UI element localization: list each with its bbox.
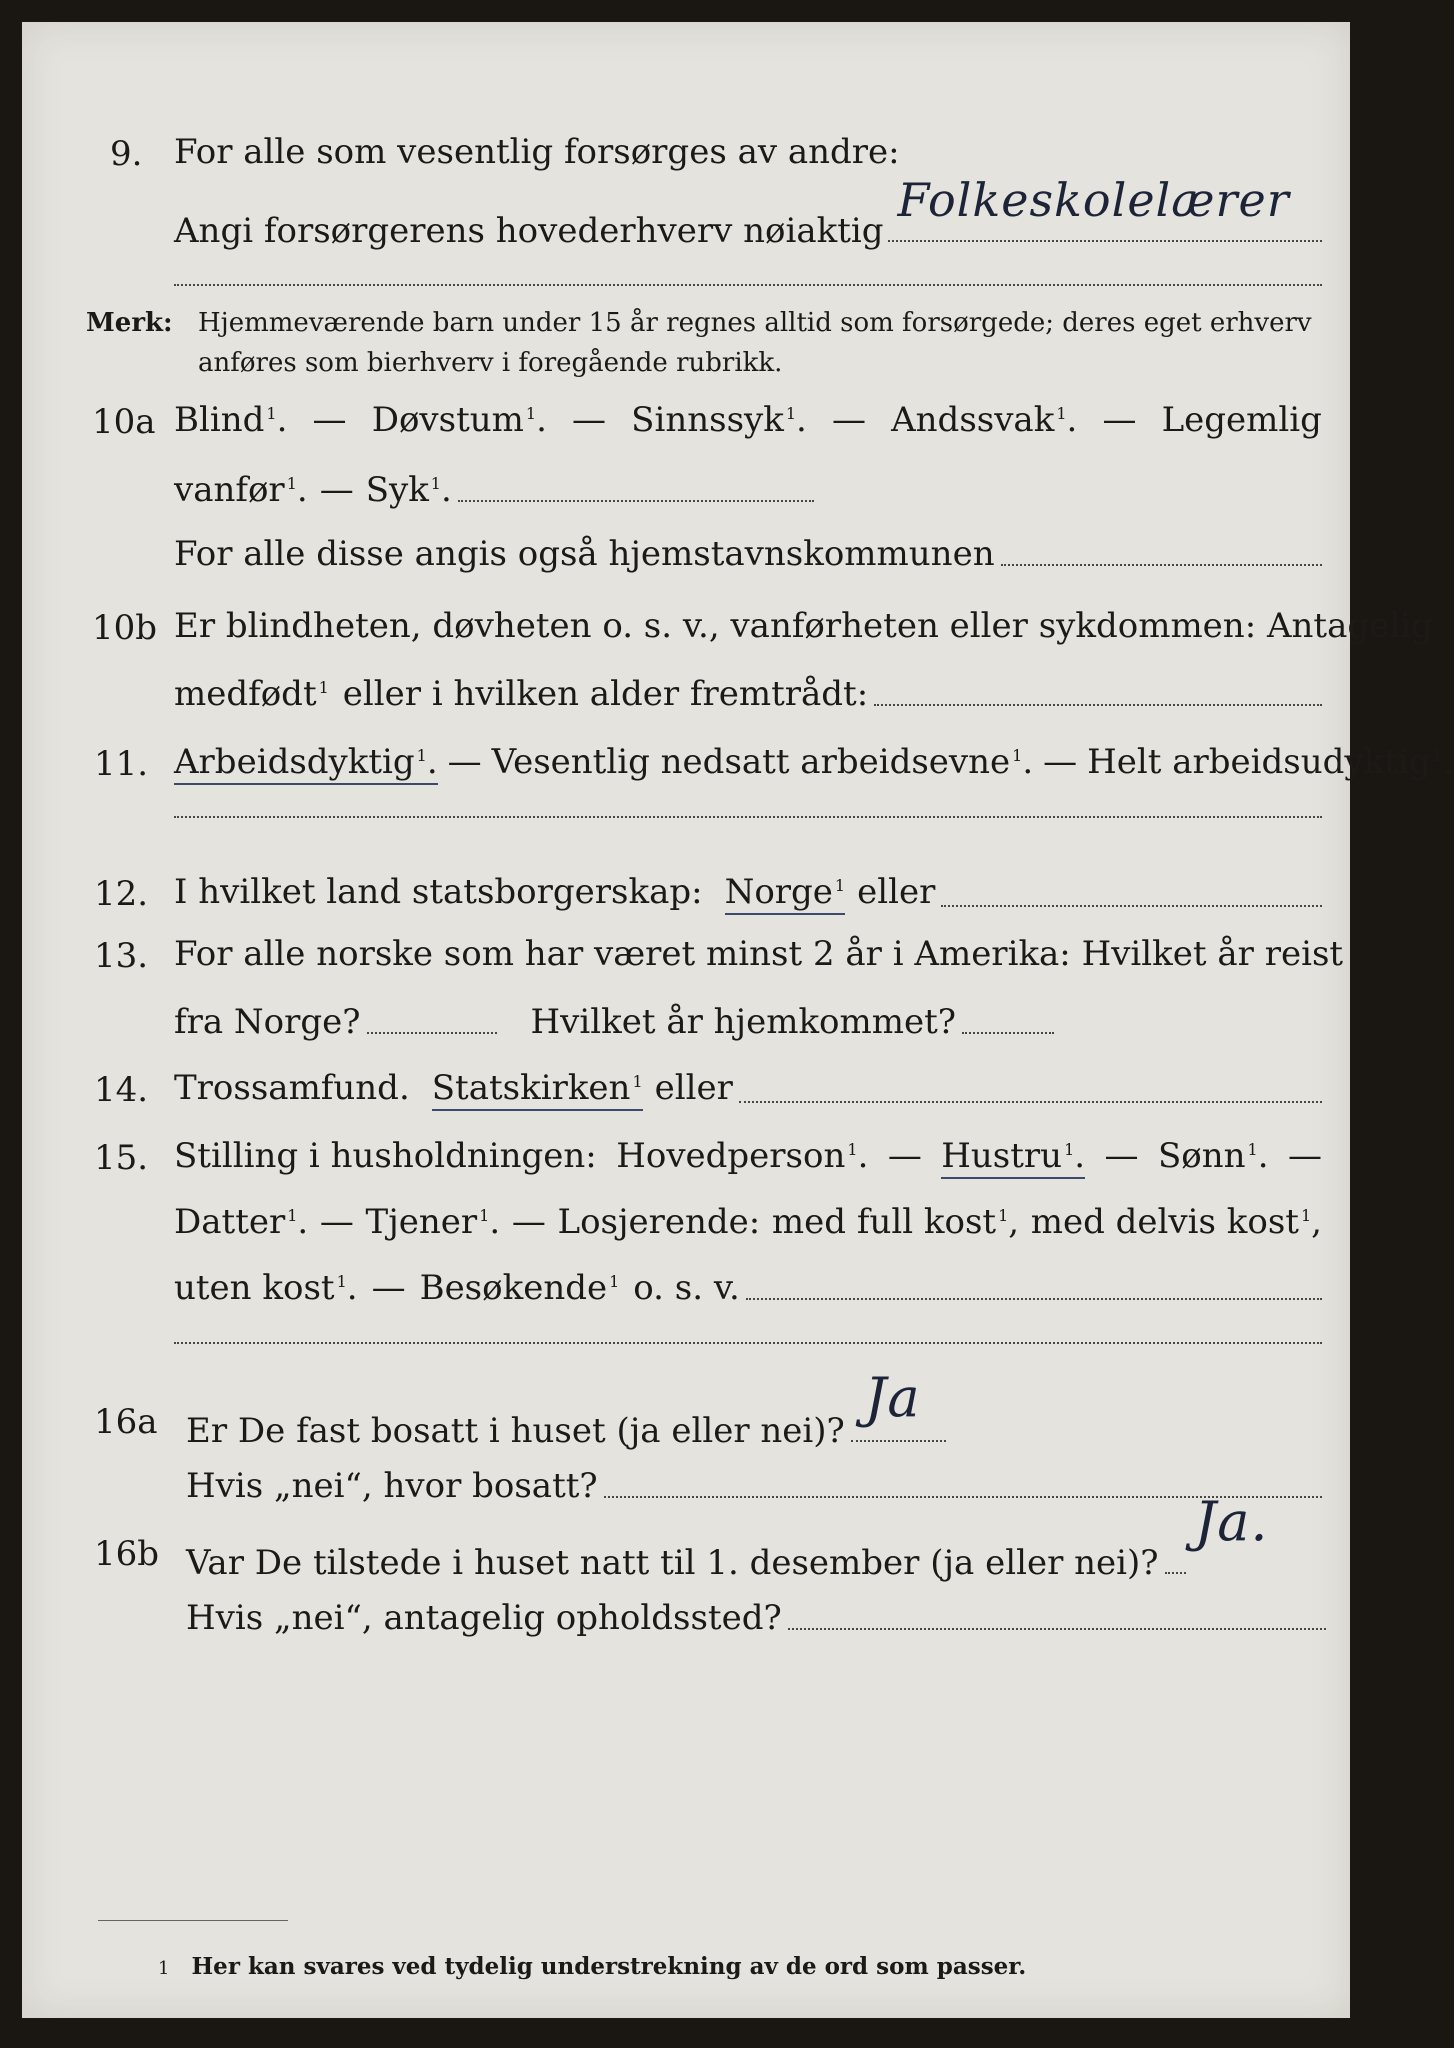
q13-number: 13. <box>94 936 149 976</box>
q15-uten-kost[interactable]: uten kost $^1$. <box>174 1268 358 1308</box>
q12-label: I hvilket land statsborgerskap: <box>174 872 703 912</box>
q10a-sinnssyk[interactable]: Sinnssyk $^1$. <box>631 400 807 440</box>
q16a-bosatt-label: Hvis „nei“, hvor bosatt? <box>186 1466 598 1506</box>
q15-datter[interactable]: Datter $^1$. <box>174 1202 309 1242</box>
q15-besokende[interactable]: Besøkende $^1$ <box>419 1268 620 1308</box>
q12-eller: eller <box>857 872 936 912</box>
q10a-line1: Blind $^1$. — Døvstum $^1$. — Sinnssyk $^1$. — Andssvak $^1$. — Legemlig <box>174 400 1322 440</box>
q12-norge[interactable]: Norge $^1$ <box>725 872 846 915</box>
q10b-medfodt[interactable]: medfødt $^1$ <box>174 674 329 714</box>
q16b-answer-field[interactable] <box>1165 1490 1269 1574</box>
q15-line2: Datter $^1$. — Tjener $^1$. — Losjerende: med full kost $^1$, med delvis kost $^1$, <box>174 1202 1322 1242</box>
q9-line1 <box>174 132 900 172</box>
q15-extra-line <box>174 1342 1322 1344</box>
q10b-alder-field[interactable] <box>874 694 1322 706</box>
q13-line1 <box>174 934 1343 974</box>
q9-answer-field[interactable] <box>888 173 1322 242</box>
q12-line <box>174 872 1322 915</box>
q14-eller: eller <box>654 1068 733 1108</box>
q15-number: 15. <box>94 1138 149 1178</box>
q10b-number: 10b <box>92 608 158 648</box>
q15-tjener[interactable]: Tjener $^1$. <box>365 1202 501 1242</box>
q15-label: Stilling i husholdningen: <box>174 1136 597 1176</box>
q14-other-field[interactable] <box>739 1091 1322 1103</box>
q10a-blind[interactable]: Blind $^1$. <box>174 400 288 440</box>
q10a-syk-field[interactable] <box>458 490 814 502</box>
q10a-hjemstavn-label: For alle disse angis også hjemstavnskommunen <box>174 534 995 574</box>
q11-helt-udyktig[interactable]: Helt arbeidsudyktig $^1$. <box>1087 742 1454 782</box>
q9-label: Angi forsørgerens hovederhverv nøiaktig <box>174 211 884 251</box>
q14-statskirken[interactable]: Statskirken $^1$ <box>432 1068 643 1111</box>
q16a-line2 <box>186 1466 1322 1506</box>
footnote-rule <box>98 1920 288 1921</box>
merk-label: Merk: <box>86 308 173 338</box>
q14-line <box>174 1068 1322 1111</box>
q9-line2 <box>174 173 1322 251</box>
q16b-number: 16b <box>94 1534 160 1574</box>
q11-line: Arbeidsdyktig $^1$. — Vesentlig nedsatt arbeidsevne $^1$. — Helt arbeidsudyktig $^1$. <box>174 742 1454 785</box>
q10a-number: 10a <box>92 402 156 442</box>
q16b-opholdssted-label: Hvis „nei“, antagelig opholdssted? <box>186 1598 782 1638</box>
q16b-question: Var De tilstede i huset natt til 1. desember (ja eller nei)? <box>186 1543 1159 1583</box>
q10a-syk[interactable]: Syk $^1$. <box>365 470 452 510</box>
q11-number: 11. <box>94 744 149 784</box>
q11-extra-line <box>174 816 1322 818</box>
q15-line3: uten kost $^1$. — Besøkende $^1$ o. s. v. <box>174 1268 1322 1308</box>
q16b-opholdssted-field[interactable] <box>788 1618 1326 1630</box>
q10a-andssvak[interactable]: Andssvak $^1$. <box>891 400 1078 440</box>
q15-losjerende: Losjerende: <box>557 1202 761 1242</box>
q12-number: 12. <box>94 874 149 914</box>
q15-hovedperson[interactable]: Hovedperson $^1$. <box>616 1136 869 1176</box>
q14-label: Trossamfund. <box>174 1068 410 1108</box>
q10a-dovstum[interactable]: Døvstum $^1$. <box>371 400 547 440</box>
q15-sonn[interactable]: Sønn $^1$. <box>1157 1136 1269 1176</box>
merk-text1: Hjemmeværende barn under 15 år regnes alltid som forsørgede; deres eget erhverv <box>198 308 1312 338</box>
q10a-vanfor[interactable]: vanfør $^1$. <box>174 470 308 510</box>
q9-question: For alle som vesentlig forsørges av andre: <box>174 132 900 172</box>
q16a-line1 <box>186 1366 946 1451</box>
q10b-question: Er blindheten, døvheten o. s. v., vanførheten eller sykdommen: Antagelig <box>174 606 1433 646</box>
q13-hjemkommet-field[interactable] <box>962 1022 1054 1034</box>
q10b-alder-label: eller i hvilken alder fremtrådt: <box>342 674 869 714</box>
q15-hustru[interactable]: Hustru $^1$. <box>941 1136 1085 1179</box>
q11-vesentlig-nedsatt[interactable]: Vesentlig nedsatt arbeidsevne $^1$. <box>491 742 1034 782</box>
q10a-legemlig[interactable]: Legemlig <box>1161 400 1322 440</box>
q13-reist-field[interactable] <box>367 1022 497 1034</box>
q13-hjemkommet-label: Hvilket år hjemkommet? <box>530 1002 957 1042</box>
merk-text2: anføres som bierhverv i foregående rubrikk. <box>198 348 783 378</box>
footnote-mark: 1 <box>158 1958 170 1979</box>
q16a-answer-field[interactable] <box>851 1366 946 1442</box>
census-form-page <box>22 22 1454 2018</box>
q12-other-field[interactable] <box>941 895 1322 907</box>
q15-osv: o. s. v. <box>633 1268 740 1308</box>
q11-arbeidsdyktig[interactable]: Arbeidsdyktig $^1$. <box>174 742 438 785</box>
q10a-line2: vanfør $^1$. — Syk $^1$. <box>174 470 814 510</box>
q16b-line2 <box>186 1598 1326 1638</box>
q10b-line2 <box>174 674 1322 714</box>
q16b-line1 <box>186 1490 1269 1583</box>
q10a-hjemstavn-field[interactable] <box>1001 554 1322 566</box>
q14-number: 14. <box>94 1070 149 1110</box>
q9-handwritten-answer: Folkeskolelærer <box>897 173 1290 227</box>
q16b-handwritten-answer: Ja. <box>1194 1490 1269 1553</box>
q15-delvis-kost[interactable]: med delvis kost $^1$, <box>1030 1202 1322 1242</box>
q16a-question: Er De fast bosatt i huset (ja eller nei)? <box>186 1411 845 1451</box>
q16a-number: 16a <box>94 1402 158 1442</box>
q9-extra-line <box>174 284 1322 286</box>
q10b-line1 <box>174 606 1433 646</box>
q10a-line3 <box>174 534 1322 574</box>
q13-question: For alle norske som har været minst 2 år i Amerika: Hvilket år reist <box>174 934 1344 974</box>
q15-line1: Stilling i husholdningen: Hovedperson $^1$. — Hustru $^1$. — Sønn $^1$. — <box>174 1136 1322 1179</box>
q13-line2 <box>174 1002 1054 1042</box>
merk-line1 <box>86 304 1312 342</box>
q16a-handwritten-answer: Ja <box>864 1366 921 1429</box>
q15-other-field[interactable] <box>746 1288 1322 1300</box>
footnote <box>158 1952 1026 1984</box>
q9-number: 9. <box>110 134 143 174</box>
merk-line2 <box>198 344 782 382</box>
q13-reist-label: fra Norge? <box>174 1002 361 1042</box>
footnote-text: Her kan svares ved tydelig understrekning av de ord som passer. <box>191 1953 1027 1980</box>
q15-full-kost[interactable]: med full kost $^1$, <box>771 1202 1020 1242</box>
